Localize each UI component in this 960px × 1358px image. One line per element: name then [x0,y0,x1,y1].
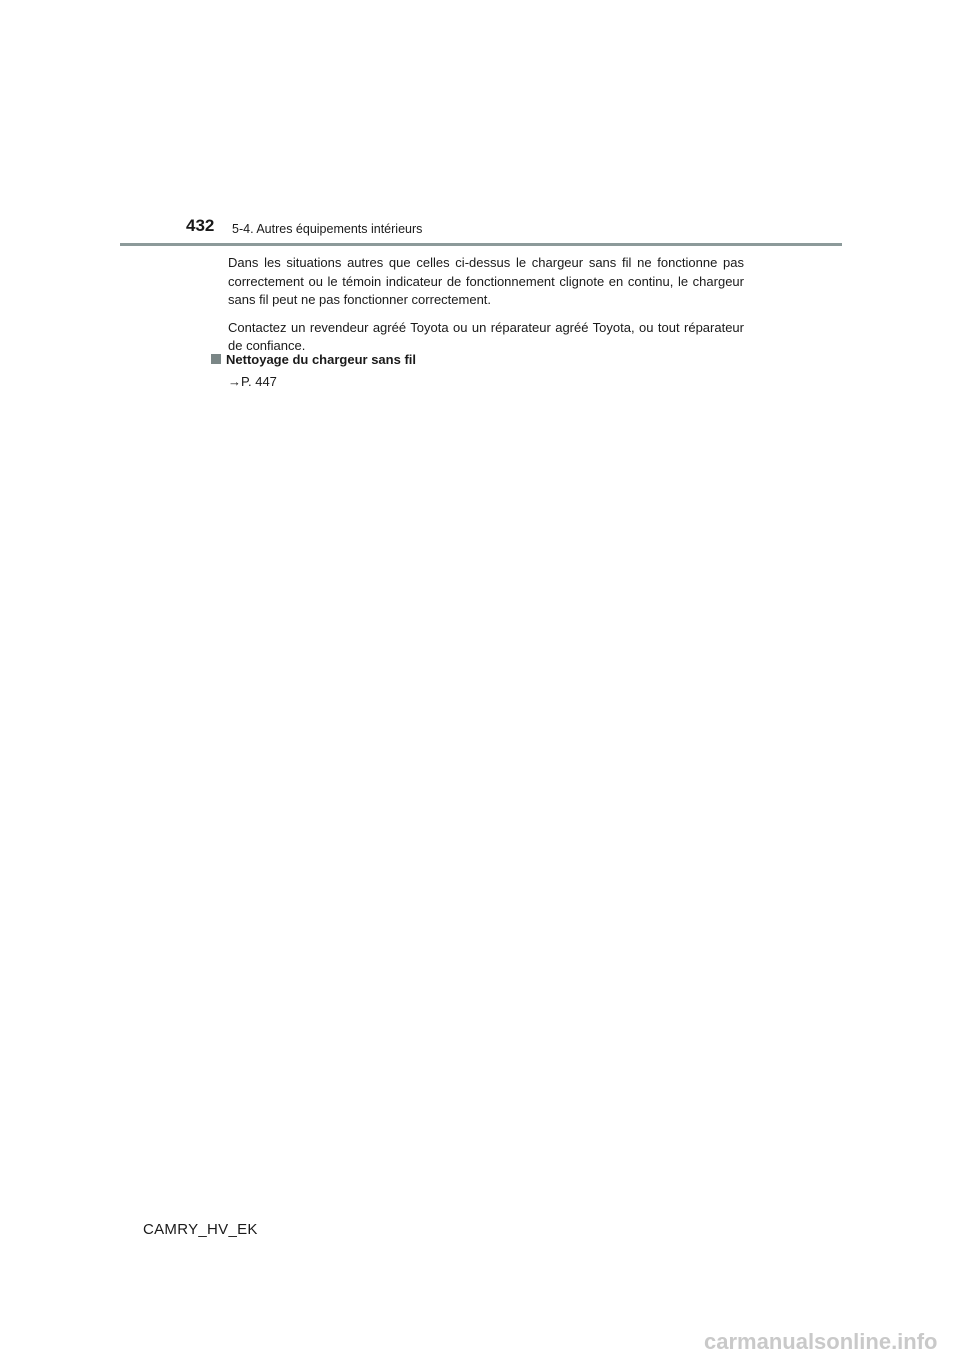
body-text [228,254,744,365]
page-reference-link[interactable]: →P. 447 [228,374,277,389]
square-bullet-icon [211,354,221,364]
page-number: 432 [186,216,215,235]
header-divider [120,243,842,246]
subheading-text: Nettoyage du chargeur sans fil [226,352,416,367]
watermark: carmanualsonline.info [704,1329,938,1354]
subheading [211,351,416,369]
footer-model-code: CAMRY_HV_EK [143,1221,258,1238]
paragraph-1: Dans les situations autres que celles ci-dessus le chargeur sans fil ne fonctionne pas correctement ou le témoin indicateur de fonctionnement clignote en continu, le chargeur sans fil peut ne pas fonctionner correctement. [228,255,744,307]
section-title: 5-4. Autres équipements intérieurs [232,222,423,236]
paragraph-2: Contactez un revendeur agréé Toyota ou un réparateur agréé Toyota, ou tout réparateur de confiance. [228,319,744,353]
